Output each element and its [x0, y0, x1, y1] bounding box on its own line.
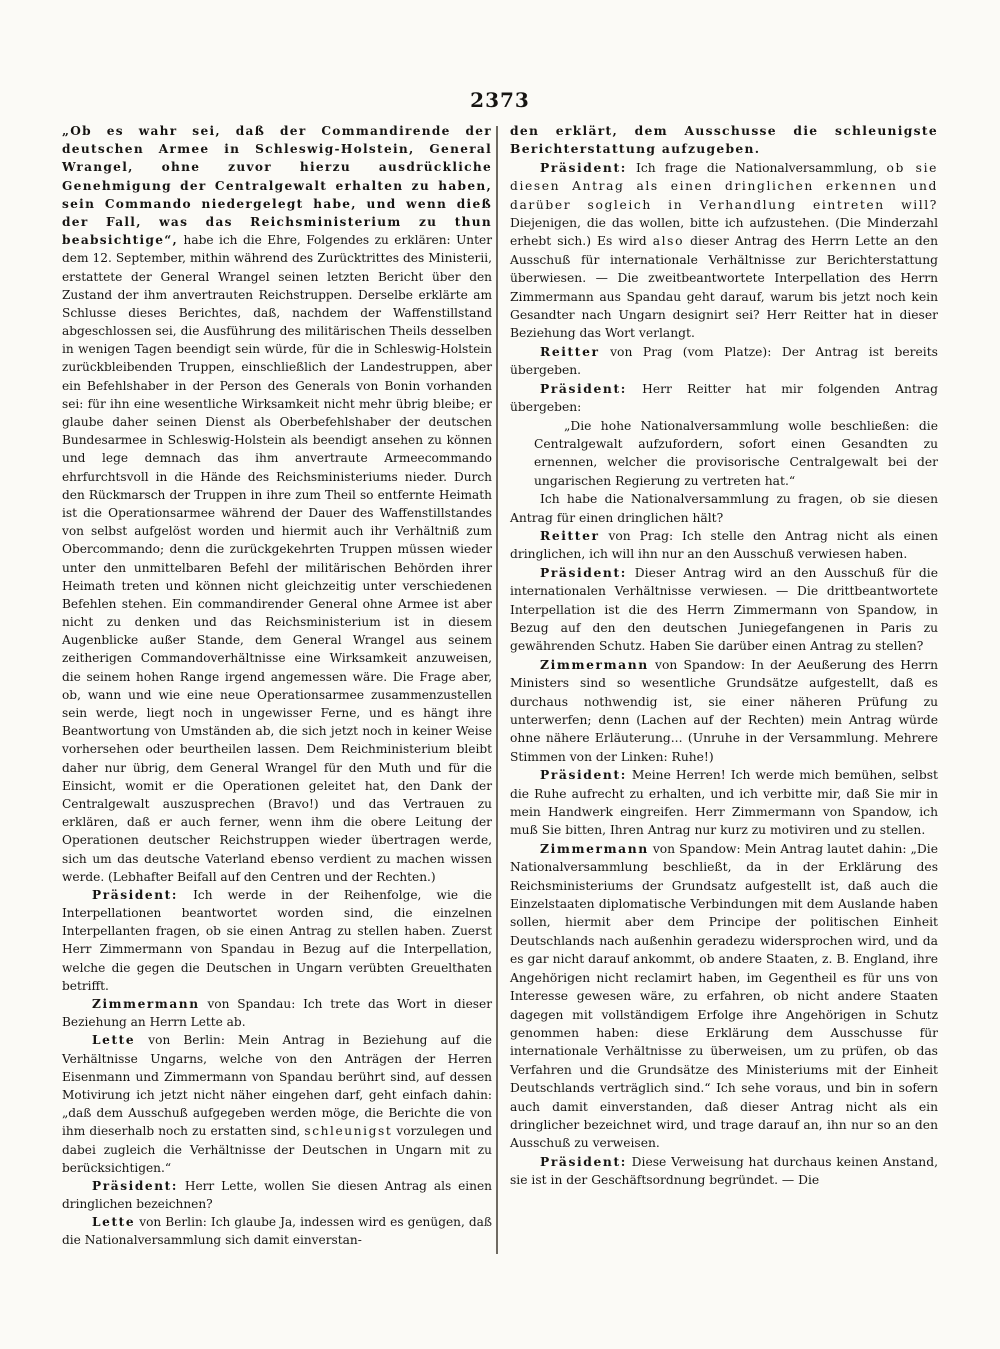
- speaker-name: Zimmermann: [540, 656, 649, 672]
- paragraph-text: Diese Verweisung hat durchaus keinen Anstand, sie ist in der Geschäftsordnung begründet. — Die: [510, 1154, 938, 1188]
- speaker-name: Lette: [92, 1215, 136, 1230]
- paragraph-text: Ich frage die Nationalversammlung,: [626, 160, 887, 175]
- paragraph-text: Herr Reitter hat mir folgenden Antrag übergeben:: [510, 381, 938, 415]
- paragraph-p2: [62, 886, 492, 995]
- paragraph-text: von Spandow: In der Aeußerung des Herrn Ministers sind so wesentliche Grundsätze aufgestellt, daß es durchaus nothwendig ist, sie einer näheren Prüfung zu unterwerfen; denn (Lachen auf der Rechten) mein Antrag würde ohne nähere Erläuterung... (Unruhe in der Versammlung. Mehrere Stimmen von der Linken: Ruhe!): [510, 657, 938, 764]
- paragraph-r7: [510, 527, 938, 564]
- speaker-name: Reitter: [540, 527, 600, 543]
- speaker-name: Reitter: [540, 343, 600, 359]
- paragraph-text: Ich habe die Nationalversammlung zu fragen, ob sie diesen Antrag für einen dringlichen hält?: [510, 492, 938, 525]
- paragraph-p3: [62, 995, 492, 1031]
- column-divider: [496, 126, 498, 1254]
- paragraph-text: von Spandau: Ich trete das Wort in dieser Beziehung an Herrn Lette ab.: [62, 997, 492, 1030]
- paragraph-text: Herr Lette, wollen Sie diesen Antrag als einen dringlichen bezeichnen?: [62, 1178, 492, 1212]
- paragraph-r11: [510, 840, 938, 1153]
- paragraph-text: habe ich die Ehre, Folgendes zu erklären: Unter dem 12. September, mithin während des Zurücktrittes des Ministerii, erstattete der General Wrangel seinen letzten Bericht über den Zustand der ihm anvertrauten Reichstruppen. Derselbe erklärte am Schlusse dieses Berichtes, daß, nachdem der Waffenstillstand abgeschlossen sei, die Ausführung des militärischen Theils desselben in wenigen Tagen beendigt sein würde, für die in Schleswig-Holstein zurückbleibenden Truppen, einschließlich der Landestruppen, aber ein Befehlshaber in der Person des Generals von Bonin vorhanden sei: für ihn eine wesentliche Wirksamkeit nicht mehr übrig bleibe; er glaube daher seinen Dienst als Oberbefehlshaber der deutschen Bundesarmee in Schleswig-Holstein als beendigt ansehen zu können und lege demnach das ihm anvertraute Armeecommando ehrfurchtsvoll in die Hände des Reichsministeriums nieder. Durch den Rückmarsch der Truppen in ihre zum Theil so entfernte Heimath ist die Operationsarmee während der Dauer des Waffenstillstandes von selbst aufgelöst worden und hiermit auch ihr Verhältniß zum Obercommando; denn die zurückgekehrten Truppen müssen wieder unter den unmittelbaren Befehl der militärischen Behörden ihrer Heimath treten und können nicht gleichzeitig unter verschiedenen Befehlen stehen. Ein commandirender General ohne Armee ist aber nicht zu denken und das Reichsministerium ist in diesem Augenblicke außer Stande, dem General Wrangel aus seinem zeitherigen Commandoverhältnisse eine Wirksamkeit anzuweisen, die seinem hohen Range irgend angemessen wäre. Die Frage aber, ob, wann und wie eine neue Operationsarmee zusammenzustellen sein werde, liegt noch in ungewisser Ferne, und es hängt ihre Beantwortung von Umständen ab, die sich jetzt noch in keiner Weise vorhersehen oder beurtheilen lassen. Dem Reichministerium bleibt daher nur übrig, dem General Wrangel für den Muth und für die Einsicht, womit er die Operationen geleitet hat, den Dank der Centralgewalt auszusprechen (Bravo!) und das Vertrauen zu erklären, daß er auch ferner, wenn ihm die obere Leitung der Operationen deutscher Reichstruppen wieder übertragen werde, sich um das deutsche Vaterland ebenso verdient zu machen wissen werde. (Lebhafter Beifall auf den Centren und der Rechten.): [62, 233, 492, 884]
- paragraph-text: von Berlin: Mein Antrag in Beziehung auf die Verhältnisse Ungarns, welche von den Anträgen der Herren Eisenmann und Zimmermann von Spandau berührt sind, auf dessen Motivirung ich jetzt nicht näher eingehen darf, geht einfach dahin: „daß dem Ausschuß aufgegeben werden möge, die Berichte die von ihm dieserhalb noch zu erstatten sind,: [62, 1033, 492, 1139]
- paragraph-r10: [510, 766, 938, 840]
- page-number: 2373: [470, 88, 530, 112]
- speaker-name: Zimmermann: [540, 840, 649, 856]
- paragraph-text: von Berlin: Ich glaube Ja, indessen wird es genügen, daß die Nationalversammlung sich damit einverstan-: [62, 1215, 492, 1248]
- paragraph-p5: [62, 1177, 492, 1213]
- paragraph-p1: [62, 122, 492, 886]
- paragraph-p6: [62, 1213, 492, 1249]
- paragraph-r2: [510, 159, 938, 343]
- paragraph-p4: [62, 1031, 492, 1177]
- paragraph-r6: [510, 490, 938, 527]
- paragraph-text: Diejenigen, die das wollen, bitte ich aufzustehen. (Die Minderzahl erhebt sich.) Es wird: [510, 216, 938, 249]
- paragraph-r5: [534, 417, 938, 491]
- paragraph-r12: [510, 1153, 938, 1190]
- speaker-name: Präsident:: [92, 1178, 178, 1193]
- paragraph-text: ob sie diesen Antrag als einen dringlichen erkennen und darüber sogleich in Verhandlung eintreten will?: [510, 160, 938, 212]
- paragraph-text: dieser Antrag des Herrn Lette an den Ausschuß für internationale Verhältnisse zur Berichterstattung überwiesen. — Die zweitbeantwortete Interpellation des Herrn Zimmermann aus Spandau geht darauf, warum bis jetzt noch kein Gesandter nach Ungarn designirt sei? Herr Reitter hat in dieser Beziehung das Wort verlangt.: [510, 234, 938, 341]
- paragraph-r8: [510, 564, 938, 656]
- paragraph-text: „Ob es wahr sei, daß der Commandirende der deutschen Armee in Schleswig-Holstein, General Wrangel, ohne zuvor hierzu ausdrückliche Genehmigung der Centralgewalt erhalten zu haben, sein Commando niedergelegt habe, und wenn dieß der Fall, was das Reichsministerium zu thun beabsichtige“,: [62, 124, 492, 248]
- paragraph-text: von Prag: Ich stelle den Antrag nicht als einen dringlichen, ich will ihn nur an den Ausschuß verwiesen haben.: [510, 528, 938, 562]
- paragraph-text: Dieser Antrag wird an den Ausschuß für die internationalen Verhältnisse verwiesen. — Die drittbeantwortete Interpellation ist die des Herrn Zimmermann von Spandow, in Bezug auf den den deutschen Juniegefangenen in Paris zu gewährenden Schutz. Haben Sie darüber einen Antrag zu stellen?: [510, 565, 938, 654]
- paragraph-text: von Spandow: Mein Antrag lautet dahin: „Die Nationalversammlung beschließt, da in der Erklärung des Reichsministeriums der Grundsatz aufgestellt ist, daß auch die Einzelstaaten diplomatische Verbindungen mit dem Auslande haben sollen, hiermit aber dem Principe der politischen Einheit Deutschlands nach außenhin geradezu widersprochen wird, und da es gar nicht darauf ankommt, ob andere Staaten, z. B. England, ihre Angehörigen nicht reclamirt haben, im Gegentheil es für uns von Interesse gewesen wäre, zu erfahren, ob nicht andere Staaten dagegen mit vollständigem Erfolge ihre Angehörigen in Schutz genommen haben: diese Erklärung dem Ausschusse für internationale Verhältnisse zu überweisen, um zu prüfen, ob das Verfahren und die Grundsätze des Ministeriums mit der Einheit Deutschlands verträglich sind.“ Ich sehe voraus, und bin in sofern auch damit einverstanden, daß dieser Antrag nicht als ein dringlicher bezeichnet wird, und trage darauf an, ihn nur so an den Ausschuß zu verweisen.: [510, 841, 938, 1151]
- paragraph-text: Ich werde in der Reihenfolge, wie die Interpellationen beantwortet worden sind, die einzelnen Interpellanten fragen, ob sie einen Antrag zu stellen haben. Zuerst Herr Zimmermann von Spandau in Bezug auf die Interpellation, welche die gegen die Deutschen in Ungarn verübten Greuelthaten betrifft.: [62, 887, 492, 993]
- left-column: [62, 122, 492, 1250]
- paragraph-r3: [510, 343, 938, 380]
- speaker-name: Lette: [92, 1033, 136, 1048]
- paragraph-text: vorzulegen und dabei zugleich die Verhältnisse der Deutschen in Ungarn mit zu berücksichtigen.“: [62, 1124, 492, 1175]
- right-column: [510, 122, 938, 1190]
- paragraph-text: schleunigst: [304, 1124, 393, 1139]
- speaker-name: Präsident:: [540, 767, 627, 783]
- speaker-name: Zimmermann: [92, 997, 200, 1011]
- speaker-name: Präsident:: [540, 1153, 627, 1169]
- paragraph-r4: [510, 380, 938, 417]
- paragraph-text: Meine Herren! Ich werde mich bemühen, selbst die Ruhe aufrecht zu erhalten, und ich verbitte mir, daß Sie mir in mein Handwerk eingreifen. Herr Zimmermann von Spandow, ich muß Sie bitten, Ihren Antrag nur kurz zu motiviren und zu stellen.: [510, 768, 938, 838]
- speaker-name: Präsident:: [92, 887, 178, 902]
- speaker-name: Präsident:: [540, 159, 627, 175]
- paragraph-text: also: [652, 234, 685, 249]
- paragraph-text: von Prag (vom Platze): Der Antrag ist bereits übergeben.: [510, 344, 938, 378]
- speaker-name: Präsident:: [540, 380, 627, 396]
- paragraph-text: „Die hohe Nationalversammlung wolle beschließen: die Centralgewalt aufzufordern, sofort einen Gesandten zu ernennen, welcher die provisorische Centralgewalt bei der ungarischen Regierung zu vertreten hat.“: [534, 418, 938, 488]
- paragraph-r9: [510, 656, 938, 766]
- paragraph-text: den erklärt, dem Ausschusse die schleunigste Berichterstattung aufzugeben.: [510, 123, 938, 157]
- speaker-name: Präsident:: [540, 564, 627, 580]
- paragraph-r1: [510, 122, 938, 159]
